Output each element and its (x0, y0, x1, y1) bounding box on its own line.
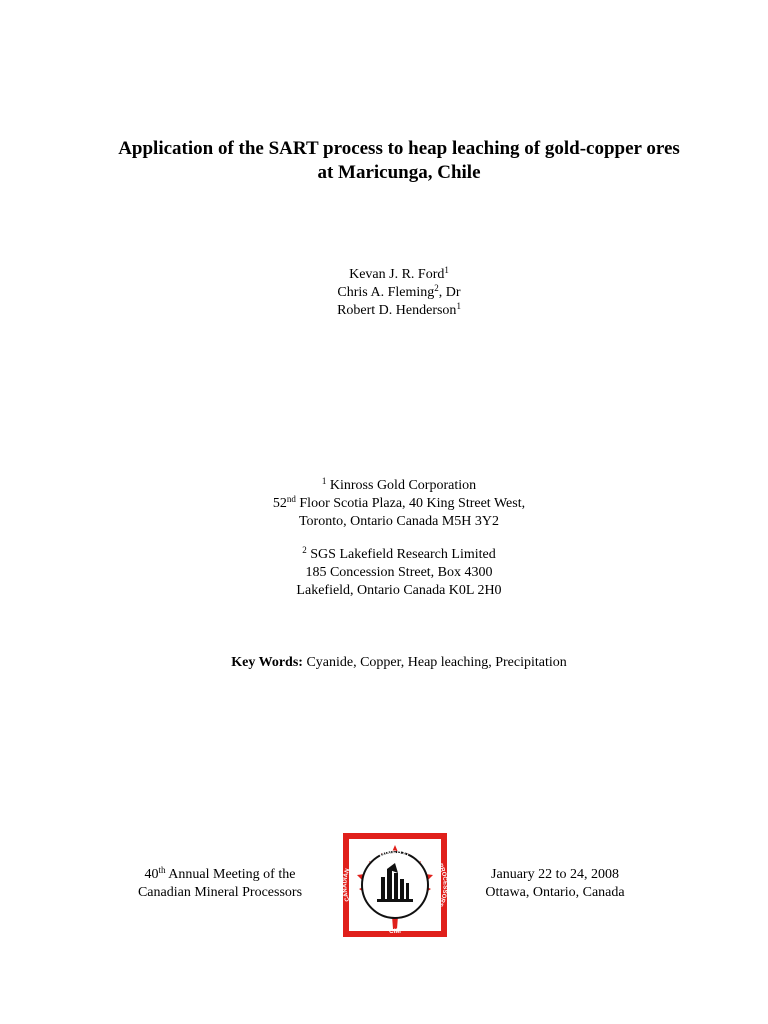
affiliation-1-address-1: 52nd Floor Scotia Plaza, 40 King Street West, (272, 494, 526, 511)
affiliation-1-org: $^1$ Kinross Gold Corporation (321, 476, 477, 493)
affiliation-2-address-1: 185 Concession Street, Box 4300 (305, 565, 493, 580)
paper-title (0, 137, 768, 185)
affiliation-2 (0, 546, 768, 600)
keywords-label: Key Words: (231, 655, 303, 670)
logo-top-text: MINERAL (378, 849, 412, 861)
keywords-text: Cyanide, Copper, Heap leaching, Precipitation (302, 655, 567, 670)
keywords (0, 654, 768, 672)
meeting-info (120, 866, 320, 902)
author-list (0, 266, 768, 320)
conference-dates (470, 866, 640, 902)
cmp-logo-graphic (343, 833, 447, 937)
affiliation-1 (0, 477, 768, 531)
title-line-2: at Maricunga, Chile (317, 162, 481, 183)
dates-line-1: January 22 to 24, 2008 (491, 867, 619, 882)
affiliation-2-org: $^2$ SGS Lakefield Research Limited (302, 545, 496, 562)
logo-bottom-text: CIM (389, 928, 401, 935)
logo-left-text: CAN DIAN (343, 867, 352, 903)
affiliation-1-address-2: Toronto, Ontario Canada M5H 3Y2 (298, 514, 500, 529)
logo-right-text: PROC SORS (436, 862, 447, 908)
title-line-1: Application of the SART process to heap leaching of gold-copper ores (118, 138, 680, 159)
meeting-line-1: 40th Annual Meeting of the (144, 865, 296, 882)
affiliation-2-address-2: Lakefield, Ontario Canada K0L 2H0 (296, 583, 502, 598)
dates-line-2: Ottawa, Ontario, Canada (485, 885, 625, 900)
author-2: Chris A. Fleming$^2$, Dr (337, 283, 461, 300)
meeting-line-2: Canadian Mineral Processors (137, 885, 303, 900)
author-1: Kevan J. R. Ford$^1$ (349, 265, 449, 282)
cmp-logo (343, 833, 447, 937)
author-3: Robert D. Henderson$^1$ (337, 301, 461, 318)
